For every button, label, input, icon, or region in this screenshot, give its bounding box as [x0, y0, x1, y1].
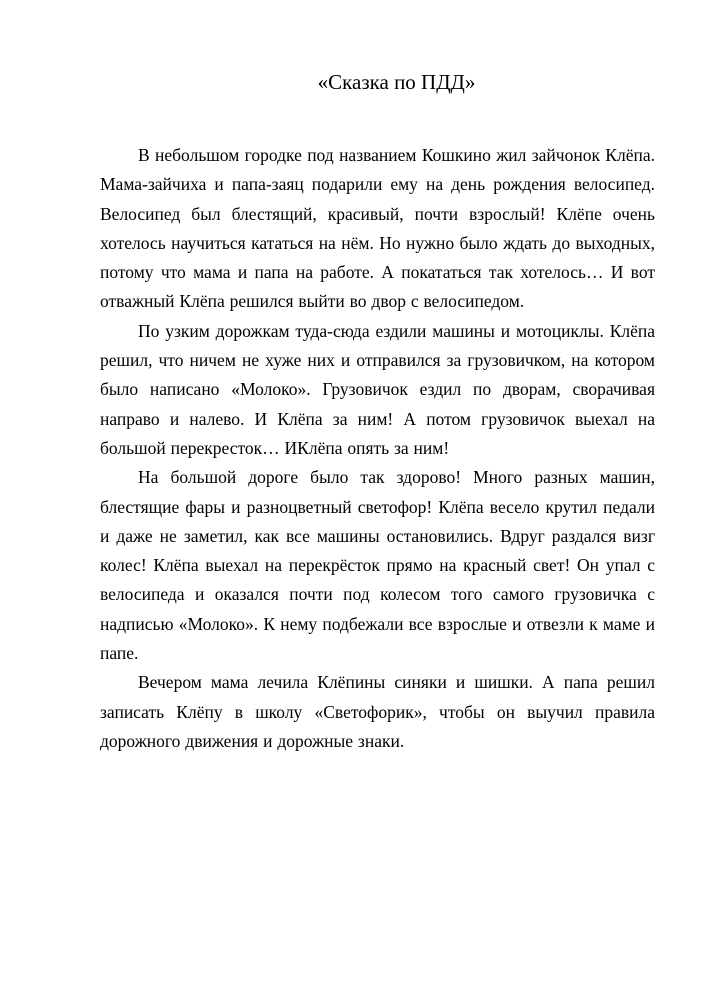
paragraph-2: По узким дорожкам туда-сюда ездили машины и мотоциклы. Клёпа решил, что ничем не хуже них и отправился за грузовичком, на котором было написано «Молоко». Грузовичок ездил по дворам, сворачивая направо и налево. И Клёпа за ним! А потом грузовичок выехал на большой перекресток… ИКлёпа опять за ним!: [100, 320, 655, 458]
paragraph-4: Вечером мама лечила Клёпины синяки и шишки. А папа решил записать Клёпу в школу «Светофорик», чтобы он выучил правила дорожного движения и дорожные знаки.: [100, 672, 655, 751]
paragraph-3: На большой дороге было так здорово! Много разных машин, блестящие фары и разноцветный светофор! Клёпа весело крутил педали и даже не заметил, как все машины остановились. Вдруг раздался визг колес! Клёпа выехал на перекрёсток прямо на красный свет! Он упал с велосипеда и оказался почти под колесом того самого грузовичка с надписью «Молоко». К нему подбежали все взрослые и отвезли к маме и папе.: [100, 467, 655, 664]
document-title: «Сказка по ПДД»: [317, 70, 476, 94]
paragraph-1: В небольшом городке под названием Кошкино жил зайчонок Клёпа. Мама-зайчиха и папа-заяц подарили ему на день рождения велосипед. Велосипед был блестящий, красивый, почти взрослый! Клёпе очень хотелось научиться кататься на нём. Но нужно было ждать до выходных, потому что мама и папа на работе. А покататься так хотелось… И вот отважный Клёпа решился выйти во двор с велосипедом.: [100, 145, 655, 312]
